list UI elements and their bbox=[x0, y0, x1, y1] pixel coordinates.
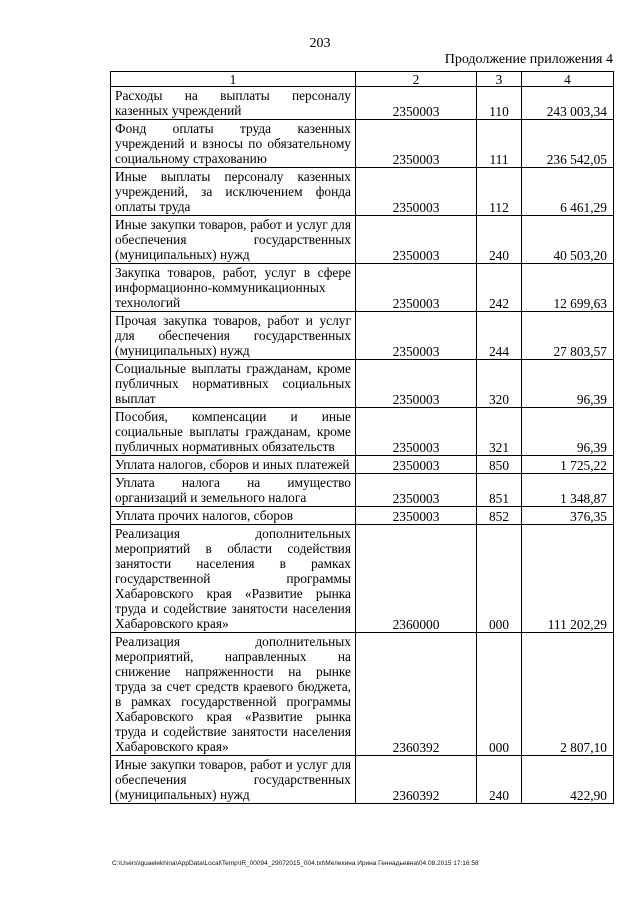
row-description: Расходы на выплаты персоналу казенных учреждений bbox=[111, 87, 356, 120]
row-code: 2350003 bbox=[356, 312, 477, 360]
row-expense-type: 244 bbox=[477, 312, 522, 360]
table-row bbox=[111, 120, 614, 168]
page-number: 203 bbox=[309, 36, 331, 51]
table-row bbox=[111, 264, 614, 312]
row-code: 2350003 bbox=[356, 264, 477, 312]
row-amount: 40 503,20 bbox=[522, 216, 614, 264]
row-description: Иные закупки товаров, работ и услуг для обеспечения государственных (муниципальных) нужд bbox=[111, 216, 356, 264]
row-expense-type: 000 bbox=[477, 525, 522, 633]
row-code: 2350003 bbox=[356, 507, 477, 525]
row-expense-type: 112 bbox=[477, 168, 522, 216]
row-amount: 236 542,05 bbox=[522, 120, 614, 168]
row-amount: 27 803,57 bbox=[522, 312, 614, 360]
table-row bbox=[111, 474, 614, 507]
row-code: 2350003 bbox=[356, 168, 477, 216]
table-row bbox=[111, 312, 614, 360]
row-description: Закупка товаров, работ, услуг в сфере информационно-коммуникационных технологий bbox=[111, 264, 356, 312]
row-expense-type: 000 bbox=[477, 633, 522, 756]
row-expense-type: 321 bbox=[477, 408, 522, 456]
row-description: Реализация дополнительных мероприятий, направленных на снижение напряженности на рынке труда за счет средств краевого бюджета, в рамках государственной программы Хабаровского края «Развитие рынка труда и содействие занятости населения Хабаровского края» bbox=[111, 633, 356, 756]
file-path-footer: C:\Users\iguaelekhina\AppData\Local\Temp\IR_00094_29072015_004.txt\Мелехина Ирина Геннадьевна\04.08.2015 17:16:58 bbox=[112, 860, 479, 867]
row-code: 2350003 bbox=[356, 456, 477, 474]
row-expense-type: 850 bbox=[477, 456, 522, 474]
row-expense-type: 240 bbox=[477, 756, 522, 804]
table-row bbox=[111, 507, 614, 525]
row-description: Фонд оплаты труда казенных учреждений и взносы по обязательному социальному страхованию bbox=[111, 120, 356, 168]
row-description: Прочая закупка товаров, работ и услуг для обеспечения государственных (муниципальных) нужд bbox=[111, 312, 356, 360]
row-expense-type: 111 bbox=[477, 120, 522, 168]
row-description: Иные выплаты персоналу казенных учреждений, за исключением фонда оплаты труда bbox=[111, 168, 356, 216]
row-description: Иные закупки товаров, работ и услуг для обеспечения государственных (муниципальных) нужд bbox=[111, 756, 356, 804]
row-description: Пособия, компенсации и иные социальные выплаты гражданам, кроме публичных нормативных обязательств bbox=[111, 408, 356, 456]
row-code: 2360000 bbox=[356, 525, 477, 633]
table-row bbox=[111, 216, 614, 264]
row-expense-type: 320 bbox=[477, 360, 522, 408]
row-expense-type: 242 bbox=[477, 264, 522, 312]
table-row bbox=[111, 525, 614, 633]
row-amount: 422,90 bbox=[522, 756, 614, 804]
row-expense-type: 110 bbox=[477, 87, 522, 120]
header-cell: 3 bbox=[477, 72, 522, 87]
row-description: Реализация дополнительных мероприятий в области содействия занятости населения в рамках государственной программы Хабаровского края «Развитие рынка труда и содействие занятости населения Хабаровского края» bbox=[111, 525, 356, 633]
table-row bbox=[111, 633, 614, 756]
table-row bbox=[111, 456, 614, 474]
row-amount: 111 202,29 bbox=[522, 525, 614, 633]
row-amount: 2 807,10 bbox=[522, 633, 614, 756]
row-expense-type: 240 bbox=[477, 216, 522, 264]
row-description: Уплата прочих налогов, сборов bbox=[111, 507, 356, 525]
row-amount: 243 003,34 bbox=[522, 87, 614, 120]
row-expense-type: 851 bbox=[477, 474, 522, 507]
header-cell: 4 bbox=[522, 72, 614, 87]
row-code: 2350003 bbox=[356, 87, 477, 120]
row-code: 2350003 bbox=[356, 360, 477, 408]
budget-table bbox=[110, 71, 614, 804]
row-code: 2350003 bbox=[356, 120, 477, 168]
table-row bbox=[111, 87, 614, 120]
row-description: Уплата налогов, сборов и иных платежей bbox=[111, 456, 356, 474]
row-code: 2350003 bbox=[356, 474, 477, 507]
row-amount: 96,39 bbox=[522, 360, 614, 408]
row-description: Уплата налога на имущество организаций и земельного налога bbox=[111, 474, 356, 507]
row-code: 2360392 bbox=[356, 633, 477, 756]
row-amount: 6 461,29 bbox=[522, 168, 614, 216]
row-code: 2360392 bbox=[356, 756, 477, 804]
header-cell: 2 bbox=[356, 72, 477, 87]
row-amount: 96,39 bbox=[522, 408, 614, 456]
table-row bbox=[111, 168, 614, 216]
table-row bbox=[111, 360, 614, 408]
row-code: 2350003 bbox=[356, 408, 477, 456]
table-header-row bbox=[111, 72, 614, 87]
table-row bbox=[111, 756, 614, 804]
row-code: 2350003 bbox=[356, 216, 477, 264]
row-amount: 12 699,63 bbox=[522, 264, 614, 312]
table-row bbox=[111, 408, 614, 456]
row-amount: 1 725,22 bbox=[522, 456, 614, 474]
row-expense-type: 852 bbox=[477, 507, 522, 525]
row-amount: 1 348,87 bbox=[522, 474, 614, 507]
header-cell: 1 bbox=[111, 72, 356, 87]
row-amount: 376,35 bbox=[522, 507, 614, 525]
row-description: Социальные выплаты гражданам, кроме публичных нормативных социальных выплат bbox=[111, 360, 356, 408]
continuation-label: Продолжение приложения 4 bbox=[444, 52, 613, 67]
